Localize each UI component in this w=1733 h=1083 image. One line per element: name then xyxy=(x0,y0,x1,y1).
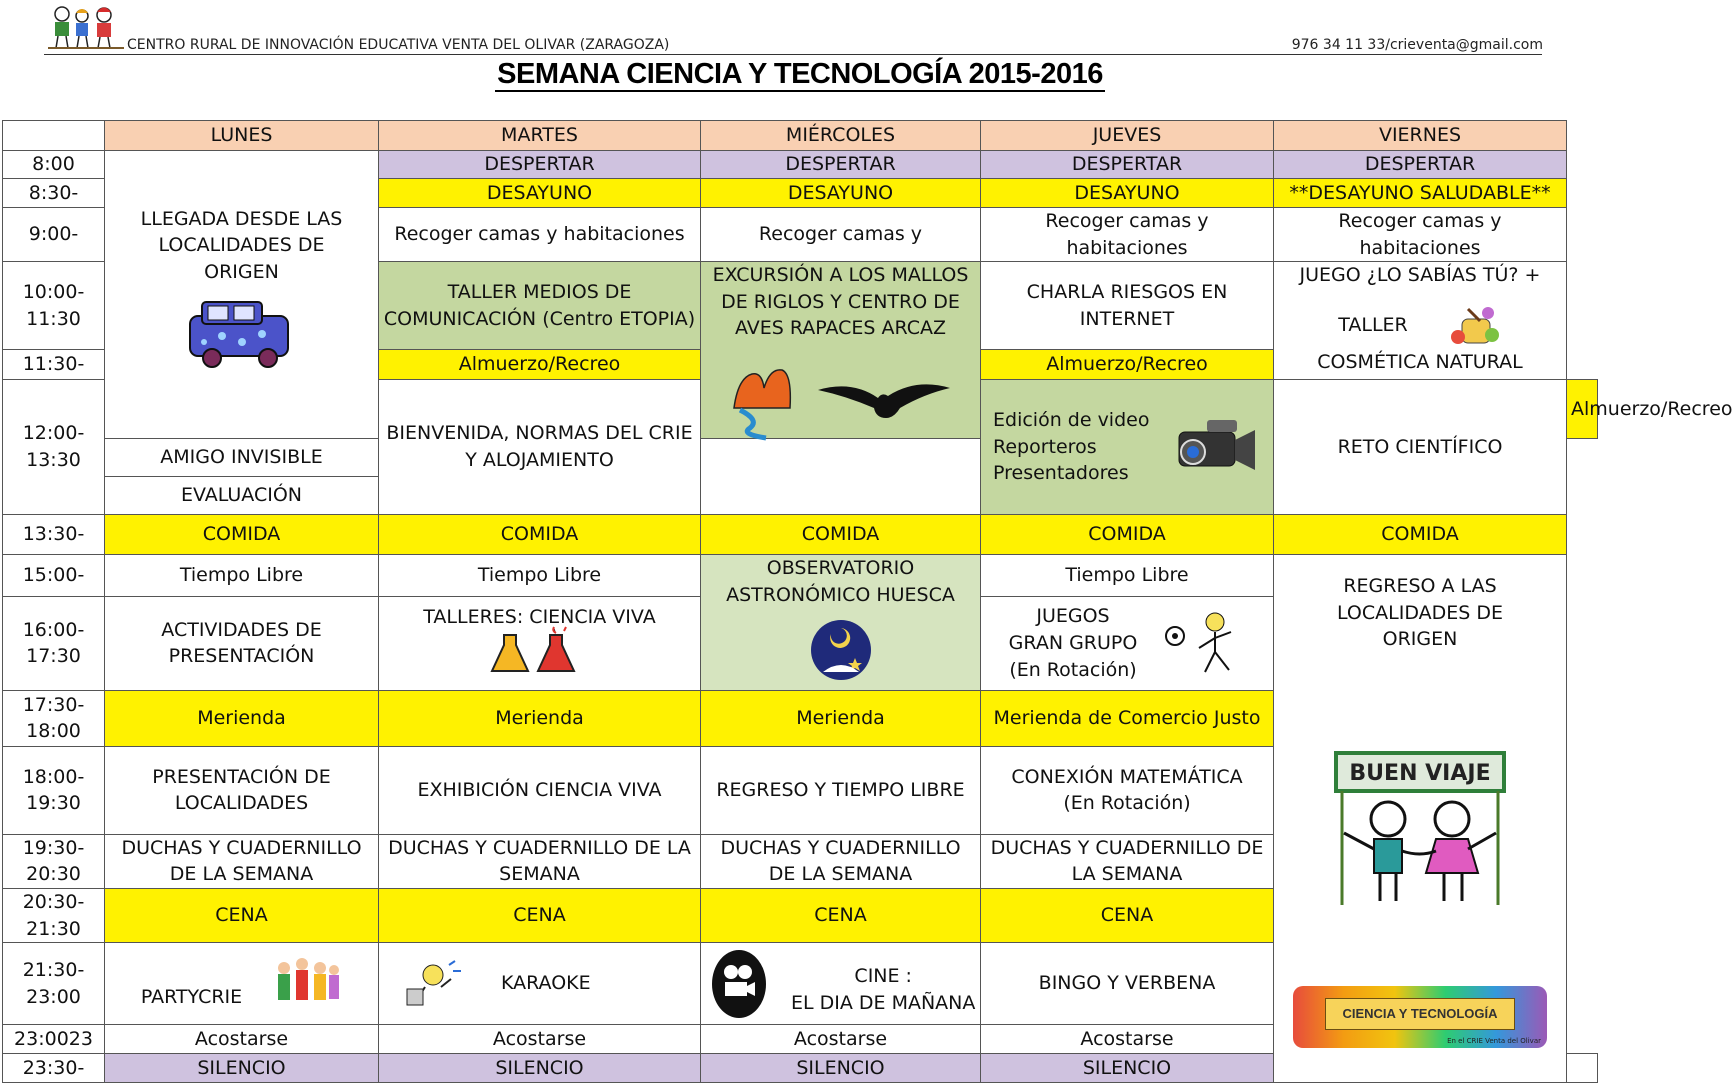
martes-edicion-row xyxy=(985,407,1269,487)
martes-exhibicion: EXHIBICIÓN CIENCIA VIVA xyxy=(379,746,701,834)
martes-edicion-text: Edición de video Reporteros Presentadores xyxy=(993,409,1150,485)
video-camera-icon xyxy=(1169,412,1261,482)
martes-cena: CENA xyxy=(379,888,701,942)
page-title xyxy=(0,58,1600,91)
viernes-almuerzo: Almuerzo/Recreo xyxy=(1567,380,1598,439)
time-cell: 15:00- xyxy=(3,554,105,596)
miercoles-silencio: SILENCIO xyxy=(701,1054,981,1083)
karaoke-singer-icon xyxy=(403,959,465,1009)
time-cell: 8:30- xyxy=(3,179,105,208)
miercoles-merienda: Merienda xyxy=(701,690,981,746)
martes-talleres-text: TALLERES: CIENCIA VIVA xyxy=(423,606,656,629)
contact-info: 976 34 11 33/crieventa@gmail.com xyxy=(1291,37,1543,53)
jueves-cena: CENA xyxy=(981,888,1274,942)
jueves-almuerzo: Almuerzo/Recreo xyxy=(981,350,1274,380)
lunes-presentacion: PRESENTACIÓN DE LOCALIDADES xyxy=(105,746,379,834)
jueves-merienda: Merienda de Comercio Justo xyxy=(981,690,1274,746)
jueves-duchas: DUCHAS Y CUADERNILLO DE LA SEMANA xyxy=(981,834,1274,888)
day-header-viernes: VIERNES xyxy=(1274,121,1567,151)
time-cell: 10:00- 11:30 xyxy=(3,262,105,350)
miercoles-observatorio-cell xyxy=(701,554,981,690)
day-header-lunes: LUNES xyxy=(105,121,379,151)
martes-despertar: DESPERTAR xyxy=(379,151,701,179)
banner-title: CIENCIA Y TECNOLOGÍA xyxy=(1342,1006,1498,1022)
time-cell: 13:30- xyxy=(3,514,105,554)
day-header-martes: MARTES xyxy=(379,121,701,151)
viernes-desayuno: **DESAYUNO SALUDABLE** xyxy=(1274,179,1567,208)
jueves-juegos-cell xyxy=(981,596,1274,690)
viernes-despertar: DESPERTAR xyxy=(1274,151,1567,179)
viernes-regreso-text: REGRESO A LAS LOCALIDADES DE ORIGEN xyxy=(1337,574,1503,651)
lunes-comida: COMIDA xyxy=(105,514,379,554)
jueves-charla: CHARLA RIESGOS EN INTERNET xyxy=(981,262,1274,350)
time-cell: 23:30- xyxy=(3,1054,105,1083)
buen-viaje-label: BUEN VIAJE xyxy=(1349,760,1491,786)
viernes-cosmetica-text: COSMÉTICA NATURAL xyxy=(1317,350,1523,373)
martes-comida: COMIDA xyxy=(379,514,701,554)
viernes-recoger: Recoger camas y habitaciones xyxy=(1274,208,1567,262)
lunes-llegada-text: LLEGADA DESDE LAS LOCALIDADES DE ORIGEN xyxy=(140,207,343,283)
time-cell: 18:00- 19:30 xyxy=(3,746,105,834)
banner-subtitle: En el CRIE Venta del Olivar xyxy=(1447,1036,1541,1045)
miercoles-cine-cell xyxy=(701,943,981,1025)
excursion-icons xyxy=(705,358,976,438)
jueves-reto: RETO CIENTÍFICO xyxy=(1274,380,1567,515)
viernes-comida: COMIDA xyxy=(1274,514,1567,554)
day-header-jueves: JUEVES xyxy=(981,121,1274,151)
table-row xyxy=(3,514,1598,554)
jueves-juegos-text: JUEGOS GRAN GRUPO (En Rotación) xyxy=(1008,605,1138,681)
cosmetics-icon xyxy=(1448,303,1502,349)
soccer-player-icon xyxy=(1165,610,1245,676)
time-cell: 21:30- 23:00 xyxy=(3,943,105,1025)
martes-acostarse: Acostarse xyxy=(379,1025,701,1054)
lunes-partycrie-cell xyxy=(105,943,379,1025)
jueves-acostarse: Acostarse xyxy=(981,1025,1274,1054)
jueves-recoger: Recoger camas y habitaciones xyxy=(981,208,1274,262)
miercoles-cena: CENA xyxy=(701,888,981,942)
martes-talleres-cell xyxy=(379,596,701,690)
center-name: CENTRO RURAL DE INNOVACIÓN EDUCATIVA VENTA DEL OLIVAR (ZARAGOZA) xyxy=(127,37,670,53)
miercoles-recoger: Recoger camas y xyxy=(701,208,981,262)
miercoles-cine-row xyxy=(705,948,976,1020)
time-cell: 19:30- 20:30 xyxy=(3,834,105,888)
miercoles-excursion-cell xyxy=(701,262,981,439)
martes-edicion-cell xyxy=(981,380,1274,515)
viernes-juego-cell xyxy=(1274,262,1567,380)
miercoles-regreso: REGRESO Y TIEMPO LIBRE xyxy=(701,746,981,834)
table-row xyxy=(3,554,1598,596)
buen-viaje-illustration xyxy=(1330,749,1510,909)
night-sky-icon xyxy=(809,618,873,682)
lunes-partycrie-text: PARTYCRIE xyxy=(140,986,243,1009)
lunes-bienvenida: BIENVENIDA, NORMAS DEL CRIE Y ALOJAMIENTO xyxy=(379,380,701,515)
header-divider xyxy=(44,54,1542,55)
miercoles-acostarse: Acostarse xyxy=(701,1025,981,1054)
martes-tiempo-libre: Tiempo Libre xyxy=(379,554,701,596)
martes-taller-medios: TALLER MEDIOS DE COMUNICACIÓN (Centro ETOPIA) xyxy=(379,262,701,350)
lunes-silencio: SILENCIO xyxy=(105,1054,379,1083)
table-row xyxy=(3,121,1598,151)
lunes-llegada-cell xyxy=(105,151,379,439)
lunes-tiempo-libre: Tiempo Libre xyxy=(105,554,379,596)
miercoles-desayuno: DESAYUNO xyxy=(701,179,981,208)
jueves-tiempo-libre: Tiempo Libre xyxy=(981,554,1274,596)
viernes-juego-text: JUEGO ¿LO SABÍAS TÚ? + xyxy=(1299,264,1541,287)
page-title-text: SEMANA CIENCIA Y TECNOLOGÍA 2015-2016 xyxy=(497,58,1103,90)
viernes-evaluacion: EVALUACIÓN xyxy=(105,476,379,514)
lunes-merienda: Merienda xyxy=(105,690,379,746)
corner-cell xyxy=(3,121,105,151)
schedule-table xyxy=(2,120,1733,1083)
jueves-conexion: CONEXIÓN MATEMÁTICA (En Rotación) xyxy=(981,746,1274,834)
martes-silencio: SILENCIO xyxy=(379,1054,701,1083)
jueves-silencio: SILENCIO xyxy=(981,1054,1274,1083)
mountain-river-icon xyxy=(730,358,796,438)
time-cell: 11:30- xyxy=(3,350,105,380)
martes-karaoke-text: KARAOKE xyxy=(501,972,591,995)
martes-recoger: Recoger camas y habitaciones xyxy=(379,208,701,262)
lunes-cena: CENA xyxy=(105,888,379,942)
lunes-partycrie-row xyxy=(109,954,374,1014)
miercoles-cine-text: CINE : EL DIA DE MAÑANA xyxy=(791,965,976,1014)
martes-desayuno: DESAYUNO xyxy=(379,179,701,208)
martes-almuerzo: Almuerzo/Recreo xyxy=(379,350,701,380)
time-cell: 8:00 xyxy=(3,151,105,179)
lunes-duchas: DUCHAS Y CUADERNILLO DE LA SEMANA xyxy=(105,834,379,888)
table-row xyxy=(3,151,1598,179)
jueves-bingo: BINGO Y VERBENA xyxy=(981,943,1274,1025)
time-cell: 12:00- 13:30 xyxy=(3,380,105,515)
viernes-taller-row xyxy=(1278,303,1562,349)
martes-karaoke-row xyxy=(383,959,696,1009)
martes-merienda: Merienda xyxy=(379,690,701,746)
ciencia-tecnologia-banner xyxy=(1293,986,1547,1048)
car-icon xyxy=(182,296,302,376)
lab-flasks-icon xyxy=(490,631,590,675)
viernes-regreso-cell xyxy=(1274,554,1567,1082)
film-camera-icon xyxy=(711,948,767,1020)
jueves-juegos-row xyxy=(985,603,1269,683)
viernes-taller-text: TALLER xyxy=(1338,314,1408,337)
lunes-acostarse: Acostarse xyxy=(105,1025,379,1054)
time-cell: 17:30- 18:00 xyxy=(3,690,105,746)
miercoles-comida: COMIDA xyxy=(701,514,981,554)
time-cell: 9:00- xyxy=(3,208,105,262)
banner-inner xyxy=(1325,998,1515,1030)
jueves-comida: COMIDA xyxy=(981,514,1274,554)
day-header-miercoles: MIÉRCOLES xyxy=(701,121,981,151)
jueves-desayuno: DESAYUNO xyxy=(981,179,1274,208)
miercoles-despertar: DESPERTAR xyxy=(701,151,981,179)
party-people-icon xyxy=(272,954,342,1014)
martes-karaoke-cell xyxy=(379,943,701,1025)
vulture-icon xyxy=(816,376,952,420)
time-cell: 20:30- 21:30 xyxy=(3,888,105,942)
miercoles-excursion-text: EXCURSIÓN A LOS MALLOS DE RIGLOS Y CENTRO DE AVES RAPACES ARCAZ xyxy=(712,264,969,340)
martes-duchas: DUCHAS Y CUADERNILLO DE LA SEMANA xyxy=(379,834,701,888)
jueves-despertar: DESPERTAR xyxy=(981,151,1274,179)
children-logo-icon xyxy=(46,4,126,52)
miercoles-duchas: DUCHAS Y CUADERNILLO DE LA SEMANA xyxy=(701,834,981,888)
viernes-empty-cell xyxy=(1567,1054,1598,1083)
viernes-amigo: AMIGO INVISIBLE xyxy=(105,438,379,476)
document-header xyxy=(0,0,1600,118)
time-cell: 23:0023 xyxy=(3,1025,105,1054)
lunes-actividades: ACTIVIDADES DE PRESENTACIÓN xyxy=(105,596,379,690)
miercoles-observatorio-text: OBSERVATORIO ASTRONÓMICO HUESCA xyxy=(726,556,955,606)
time-cell: 16:00- 17:30 xyxy=(3,596,105,690)
